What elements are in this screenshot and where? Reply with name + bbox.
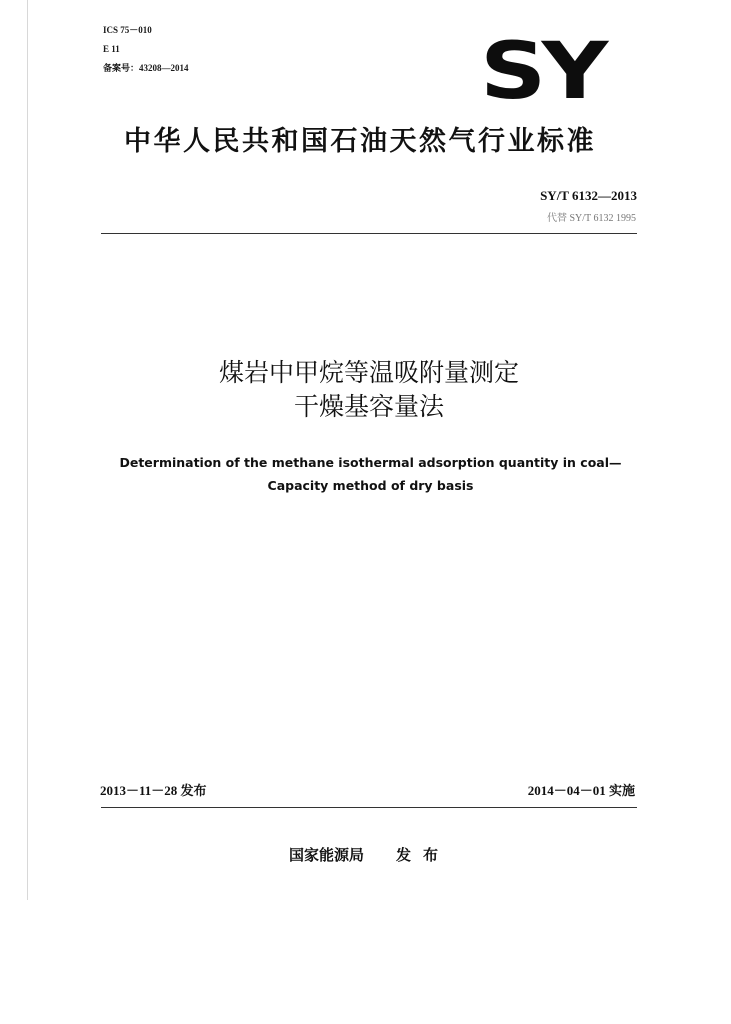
issuer-name: 国家能源局 [289,846,365,864]
header-metadata [103,21,189,78]
top-divider [101,233,637,234]
standard-replaces: 代替 SY/T 6132 1995 [547,213,636,224]
issuer [289,844,450,865]
title-english [0,451,731,497]
page-edge [27,0,28,900]
title-en-line2: Capacity method of dry basis [267,478,474,493]
effective-date: 2014－04－01 实施 [527,783,635,798]
standard-number: SY/T 6132—2013 [540,188,637,203]
title-chinese [0,356,731,424]
issue-date: 2013－11－28 发布 [100,783,207,798]
ics-code: ICS 75－010 [103,25,152,35]
title-en-line1: Determination of the methane isothermal adsorption quantity in coal— [119,455,622,470]
sy-logo: SY [480,27,604,117]
org-title: 中华人民共和国石油天然气行业标准 [124,126,596,157]
title-cn-line2: 干燥基容量法 [293,392,444,421]
record-number: 备案号：43208—2014 [103,63,189,73]
title-cn-line1: 煤岩中甲烷等温吸附量测定 [218,358,519,387]
issuer-action: 发布 [396,846,451,864]
category-code: E 11 [103,44,120,54]
bottom-divider [101,807,637,808]
